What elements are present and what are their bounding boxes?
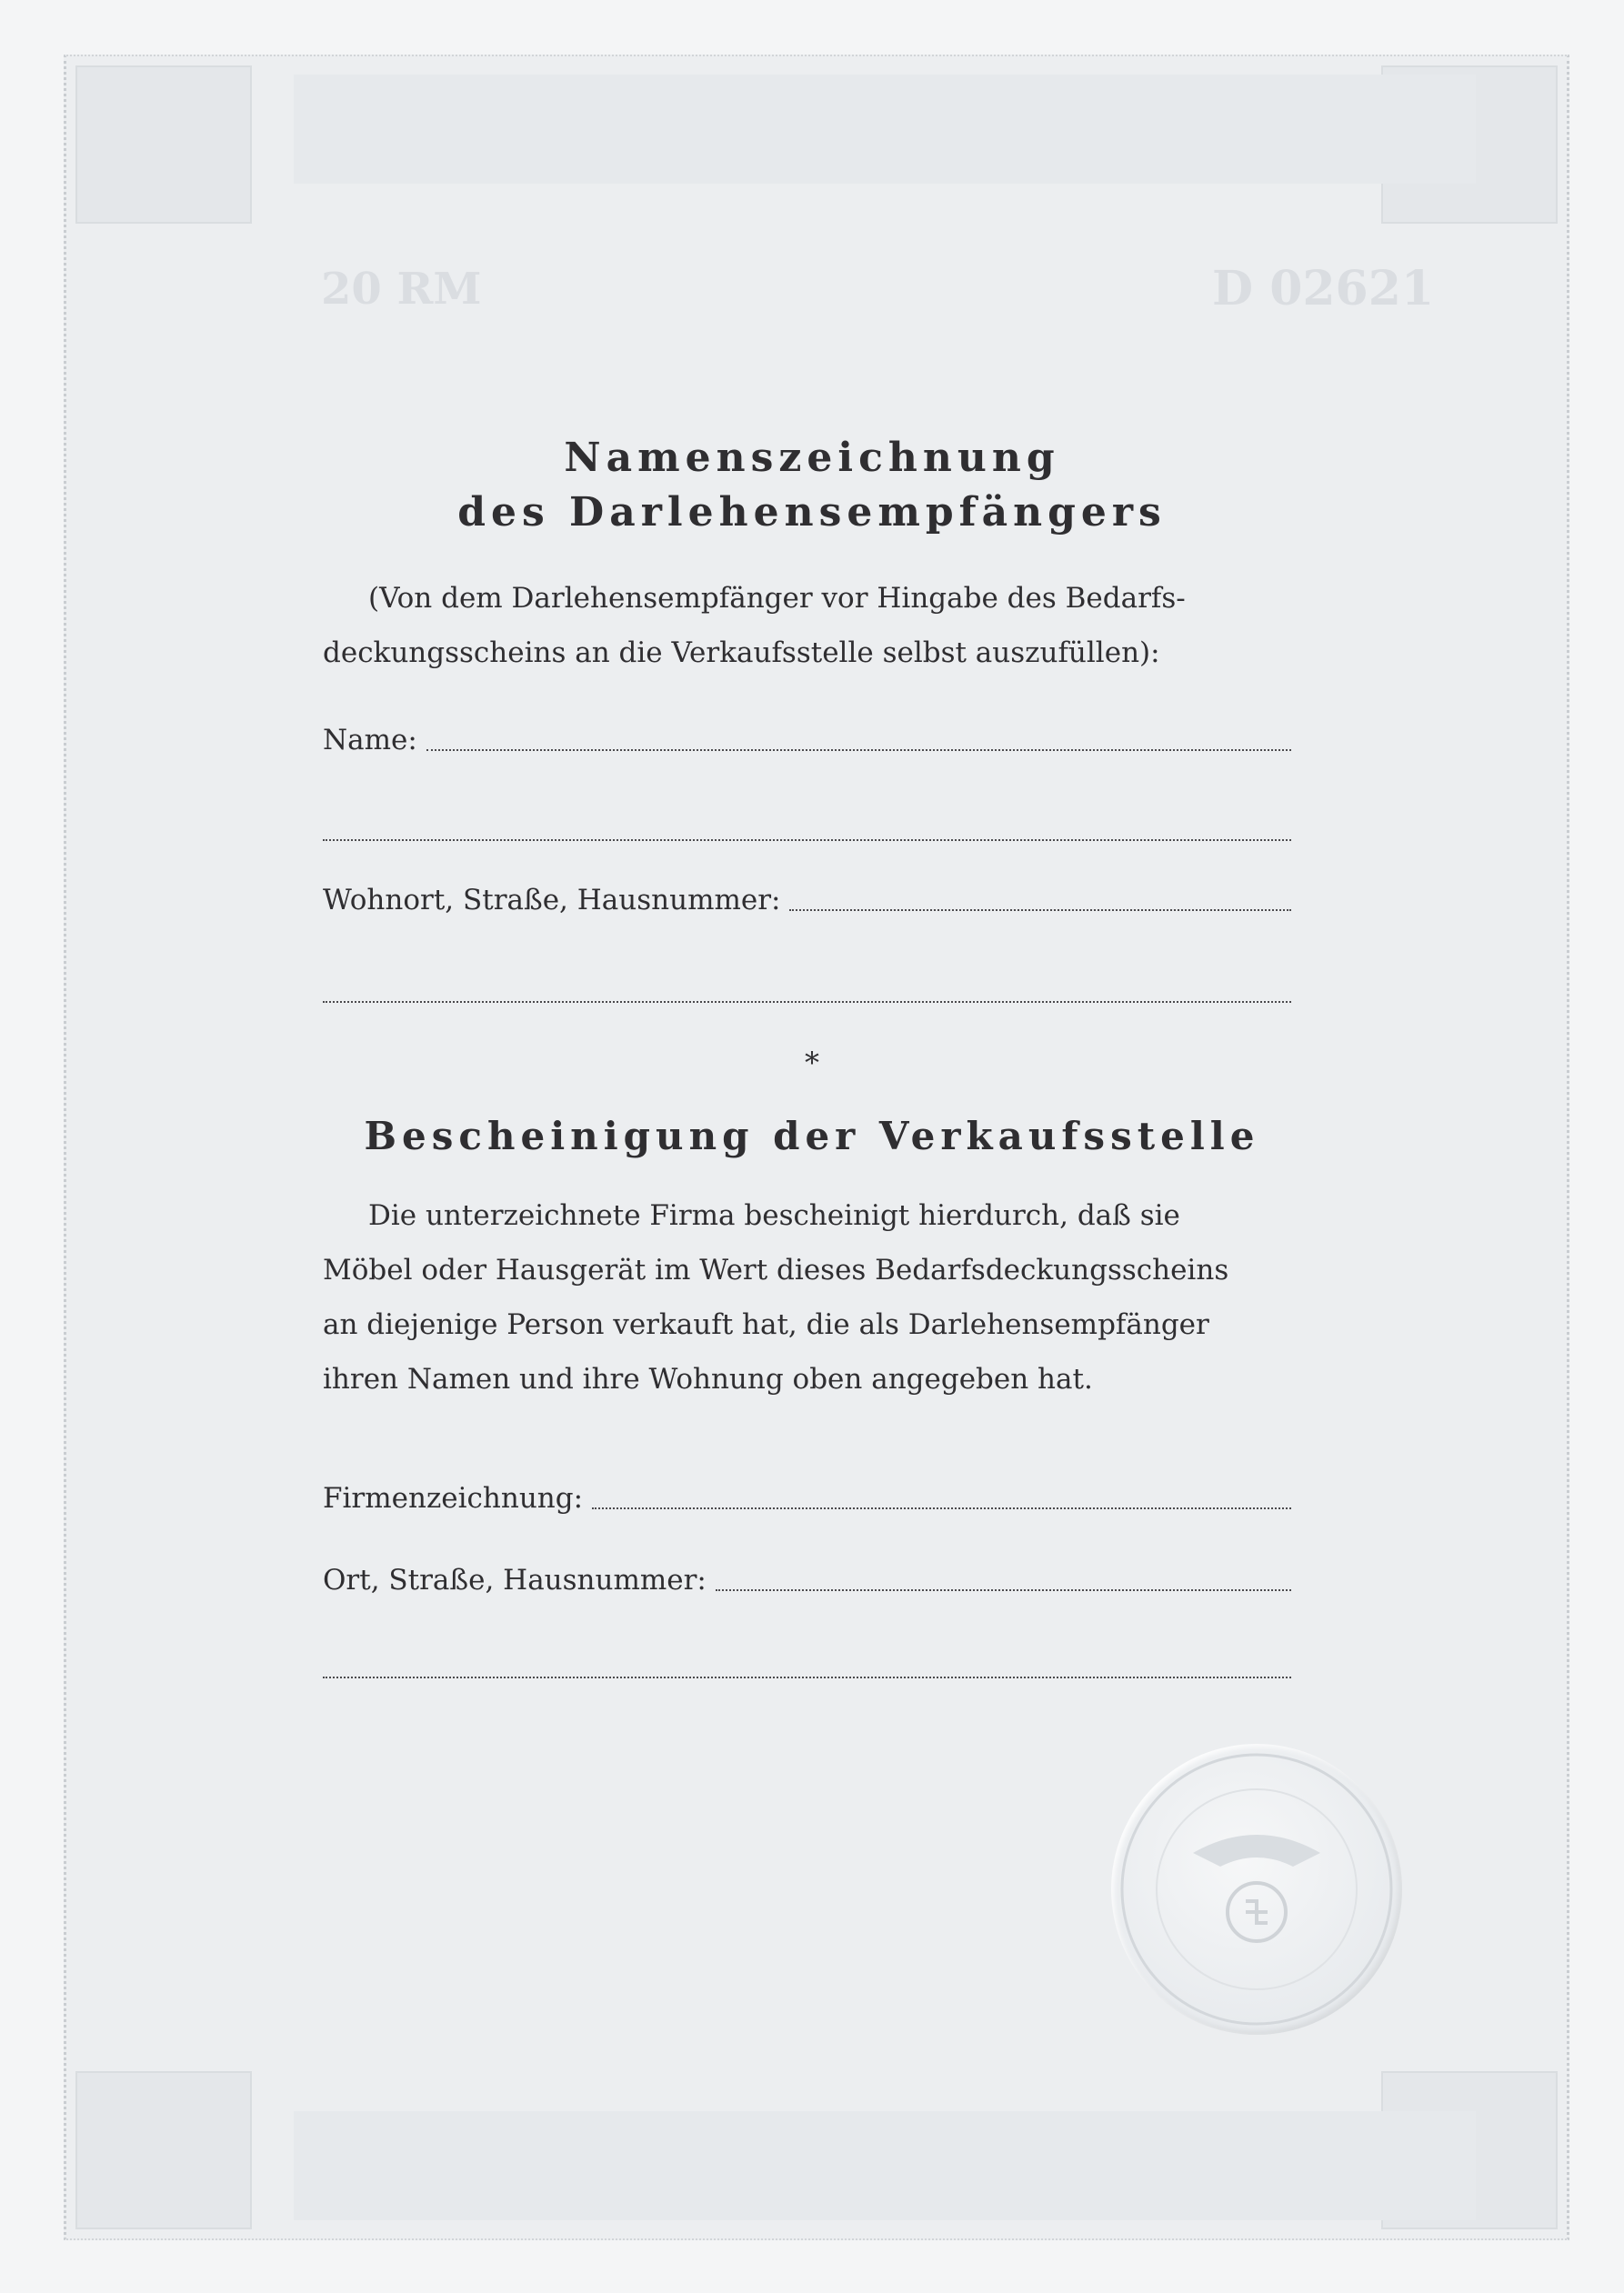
body-line4: ihren Namen und ihre Wohnung oben angegeben hat.	[323, 1363, 1093, 1396]
section-separator: *	[805, 1046, 819, 1080]
embossed-seal	[1111, 1744, 1402, 2035]
place-dotted-line[interactable]	[716, 1588, 1291, 1591]
company-label: Firmenzeichnung:	[323, 1482, 584, 1515]
place-second-dotted-line[interactable]	[323, 1676, 1291, 1678]
body-line1: Die unterzeichnete Firma bescheinigt hierdurch, daß sie	[368, 1199, 1180, 1232]
bleed-amount: 20 RM	[321, 264, 482, 315]
name-field[interactable]	[323, 724, 1291, 756]
place-field[interactable]	[323, 1564, 1291, 1597]
address-label: Wohnort, Straße, Hausnummer:	[323, 884, 781, 916]
address-field[interactable]	[323, 884, 1291, 916]
name-dotted-line[interactable]	[426, 748, 1291, 751]
eagle-seal-icon	[1111, 1744, 1402, 2035]
address-second-dotted-line[interactable]	[323, 1000, 1291, 1003]
instruction-line1: (Von dem Darlehensempfänger vor Hingabe des Bedarfs-	[368, 582, 1186, 615]
section1-title-line2: des Darlehensempfängers	[457, 489, 1167, 536]
name-second-dotted-line[interactable]	[323, 838, 1291, 841]
bleed-serial: D 02621	[1212, 261, 1435, 316]
section1-instruction	[323, 571, 1291, 680]
address-dotted-line[interactable]	[789, 908, 1291, 911]
section1-title-line1: Namenszeichnung	[564, 435, 1060, 481]
name-label: Name:	[323, 724, 417, 756]
instruction-line2: deckungsscheins an die Verkaufsstelle selbst auszufüllen):	[323, 636, 1160, 669]
place-label: Ort, Straße, Hausnummer:	[323, 1564, 707, 1597]
company-dotted-line[interactable]	[592, 1507, 1291, 1509]
body-line3: an diejenige Person verkauft hat, die als Darlehensempfänger	[323, 1308, 1209, 1341]
section2-title: Bescheinigung der Verkaufsstelle	[364, 1114, 1260, 1158]
section2-body	[323, 1188, 1291, 1407]
company-field[interactable]	[323, 1482, 1291, 1515]
body-line2: Möbel oder Hausgerät im Wert dieses Bedarfsdeckungsscheins	[323, 1254, 1229, 1287]
